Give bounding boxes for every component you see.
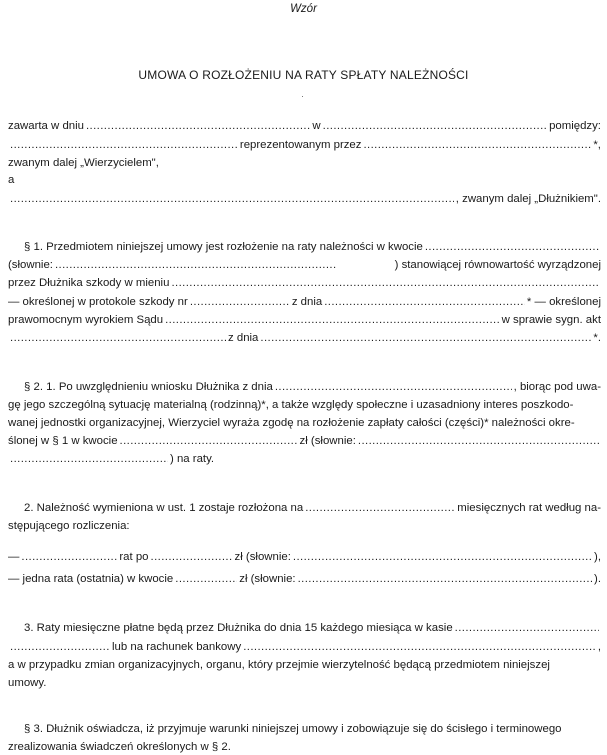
s1-line-4 xyxy=(8,295,601,309)
s2-line-5 xyxy=(8,452,601,466)
text-fragment: zrealizowania świadczeń określonych w § 2. xyxy=(8,741,231,753)
p2-installment-row xyxy=(8,550,601,564)
fill-in-field-property[interactable] xyxy=(171,276,599,290)
text-fragment: § 1. Przedmiotem niniejszej umowy jest rozłożenie na raty należności w kwocie xyxy=(24,241,423,253)
s1-line-1 xyxy=(24,240,601,254)
fill-in-field-bank-account[interactable] xyxy=(243,640,596,654)
s1-line-5 xyxy=(8,313,601,327)
form-template-label: Wzór xyxy=(290,3,317,15)
fill-in-field-verdict-date[interactable] xyxy=(260,331,591,345)
text-fragment: *, xyxy=(593,139,601,151)
text-fragment: *. xyxy=(593,332,601,344)
fill-in-field-creditor[interactable] xyxy=(10,138,238,152)
text-fragment: ). xyxy=(594,573,601,585)
s2-line-1 xyxy=(24,380,601,394)
text-fragment: w xyxy=(312,120,321,132)
p2-last-installment-row xyxy=(8,572,601,586)
fill-in-field-date[interactable] xyxy=(86,119,310,133)
fill-in-field-amount-words[interactable] xyxy=(55,258,337,272)
s3-line-1 xyxy=(24,722,601,736)
s3-line-2 xyxy=(8,740,601,754)
fill-in-field-installment-total[interactable] xyxy=(120,434,298,448)
intro-line-and xyxy=(8,173,601,187)
intro-line-representative xyxy=(8,138,601,152)
p2-line-1 xyxy=(24,501,601,515)
p3-line-2 xyxy=(8,640,601,654)
s2-line-3 xyxy=(8,416,601,430)
text-fragment: reprezentowanym przez xyxy=(239,139,362,151)
p3-line-4 xyxy=(8,676,601,690)
text-fragment: rat po xyxy=(119,551,149,563)
text-fragment: — xyxy=(8,551,20,563)
text-fragment: , biorąc pod uwa- xyxy=(513,381,601,393)
fill-in-field-court[interactable] xyxy=(165,313,500,327)
fill-in-field-case-no[interactable] xyxy=(10,331,226,345)
text-fragment: § 2. 1. Po uwzględnieniu wniosku Dłużnika z dnia xyxy=(24,381,273,393)
p3-line-1 xyxy=(24,621,601,635)
p2-line-2 xyxy=(8,519,601,533)
text-fragment: zwanym dalej „Wierzycielem", xyxy=(8,157,159,169)
fill-in-field-last-words[interactable] xyxy=(298,572,592,586)
fill-in-field-last-amount[interactable] xyxy=(175,572,237,586)
text-fragment: zł (słownie: xyxy=(299,435,356,447)
text-fragment: zł (słownie: xyxy=(234,551,291,563)
document-title: UMOWA O ROZŁOŻENIU NA RATY SPŁATY NALEŻNOŚCI xyxy=(138,68,469,82)
fill-in-field-rate-words[interactable] xyxy=(293,550,592,564)
text-fragment: prawomocnym wyrokiem Sądu xyxy=(8,314,164,326)
text-fragment: zawarta w dniu xyxy=(8,120,84,132)
fill-in-field-rate-amount[interactable] xyxy=(151,550,233,564)
text-fragment: ), xyxy=(594,551,601,563)
fill-in-field-cash-desk[interactable] xyxy=(455,621,599,635)
s1-line-2 xyxy=(8,258,601,272)
text-fragment: wanej jednostki organizacyjnej, Wierzyciel wyraża zgodę na rozłożenie zapłaty całości (części)* należności okre- xyxy=(8,417,575,429)
fill-in-field-cash-desk-cont[interactable] xyxy=(10,640,110,654)
s1-line-6 xyxy=(8,331,601,345)
text-fragment: 3. Raty miesięczne płatne będą przez Dłużnika do dnia 15 każdego miesiąca w kasie xyxy=(24,622,453,634)
fill-in-field-debtor[interactable] xyxy=(10,192,454,206)
text-fragment: gę jego szczególną sytuację materialną (rodzinną)*, a także względy społeczne i uzasadniony interes poszkodo- xyxy=(8,399,574,411)
text-fragment: ślonej w § 1 w kwocie xyxy=(8,435,118,447)
text-fragment: , xyxy=(597,641,601,653)
text-fragment: ) stanowiącej równowartość wyrządzonej xyxy=(394,259,601,271)
s1-line-3 xyxy=(8,276,601,290)
text-fragment: przez Dłużnika szkody w mieniu xyxy=(8,277,170,289)
fill-in-field-protocol-no[interactable] xyxy=(190,295,290,309)
text-fragment: — określonej w protokole szkody nr xyxy=(8,296,188,308)
fill-in-field-request-date[interactable] xyxy=(275,380,512,394)
text-fragment: umowy. xyxy=(8,677,47,689)
fill-in-field-protocol-date[interactable] xyxy=(324,295,525,309)
text-fragment: a w przypadku zmian organizacyjnych, organu, który przejmie wierzytelność będącą przedmiotem niniejszej xyxy=(8,659,550,671)
text-fragment: (słownie: xyxy=(8,259,53,271)
fill-in-field-amount[interactable] xyxy=(425,240,599,254)
text-fragment: stępującego rozliczenia: xyxy=(8,520,130,532)
text-fragment: * — określonej xyxy=(526,296,601,308)
fill-in-field-installment-count[interactable] xyxy=(305,501,455,515)
intro-line-creditor xyxy=(8,156,601,170)
text-fragment: — jedna rata (ostatnia) w kwocie xyxy=(8,573,174,585)
fill-in-field-total-words[interactable] xyxy=(358,434,599,448)
fill-in-field-place[interactable] xyxy=(323,119,547,133)
s2-line-2 xyxy=(8,398,601,412)
text-fragment: zł (słownie: xyxy=(239,573,296,585)
text-fragment: pomiędzy: xyxy=(549,120,601,132)
text-fragment: 2. Należność wymieniona w ust. 1 zostaje rozłożona na xyxy=(24,502,304,514)
text-fragment: z dnia xyxy=(228,332,259,344)
fill-in-field-total-words-cont[interactable] xyxy=(10,452,168,466)
text-fragment: § 3. Dłużnik oświadcza, iż przyjmuje warunki niniejszej umowy i zobowiązuje się do ścisłego i terminowego xyxy=(24,723,562,735)
fill-in-field-representative[interactable] xyxy=(363,138,591,152)
text-fragment: miesięcznych rat według na- xyxy=(457,502,601,514)
s2-line-4 xyxy=(8,434,601,448)
intro-line-debtor xyxy=(8,192,601,206)
text-fragment: ) na raty. xyxy=(170,453,215,465)
text-fragment: a xyxy=(8,174,15,186)
decorative-dot xyxy=(302,96,303,97)
text-fragment: z dnia xyxy=(291,296,323,308)
fill-in-field-rate-count[interactable] xyxy=(21,550,117,564)
text-fragment: lub na rachunek bankowy xyxy=(112,641,242,653)
intro-line-date xyxy=(8,119,601,133)
text-fragment: , zwanym dalej „Dłużnikiem". xyxy=(455,193,601,205)
text-fragment: w sprawie sygn. akt xyxy=(501,314,601,326)
p3-line-3 xyxy=(8,658,601,672)
